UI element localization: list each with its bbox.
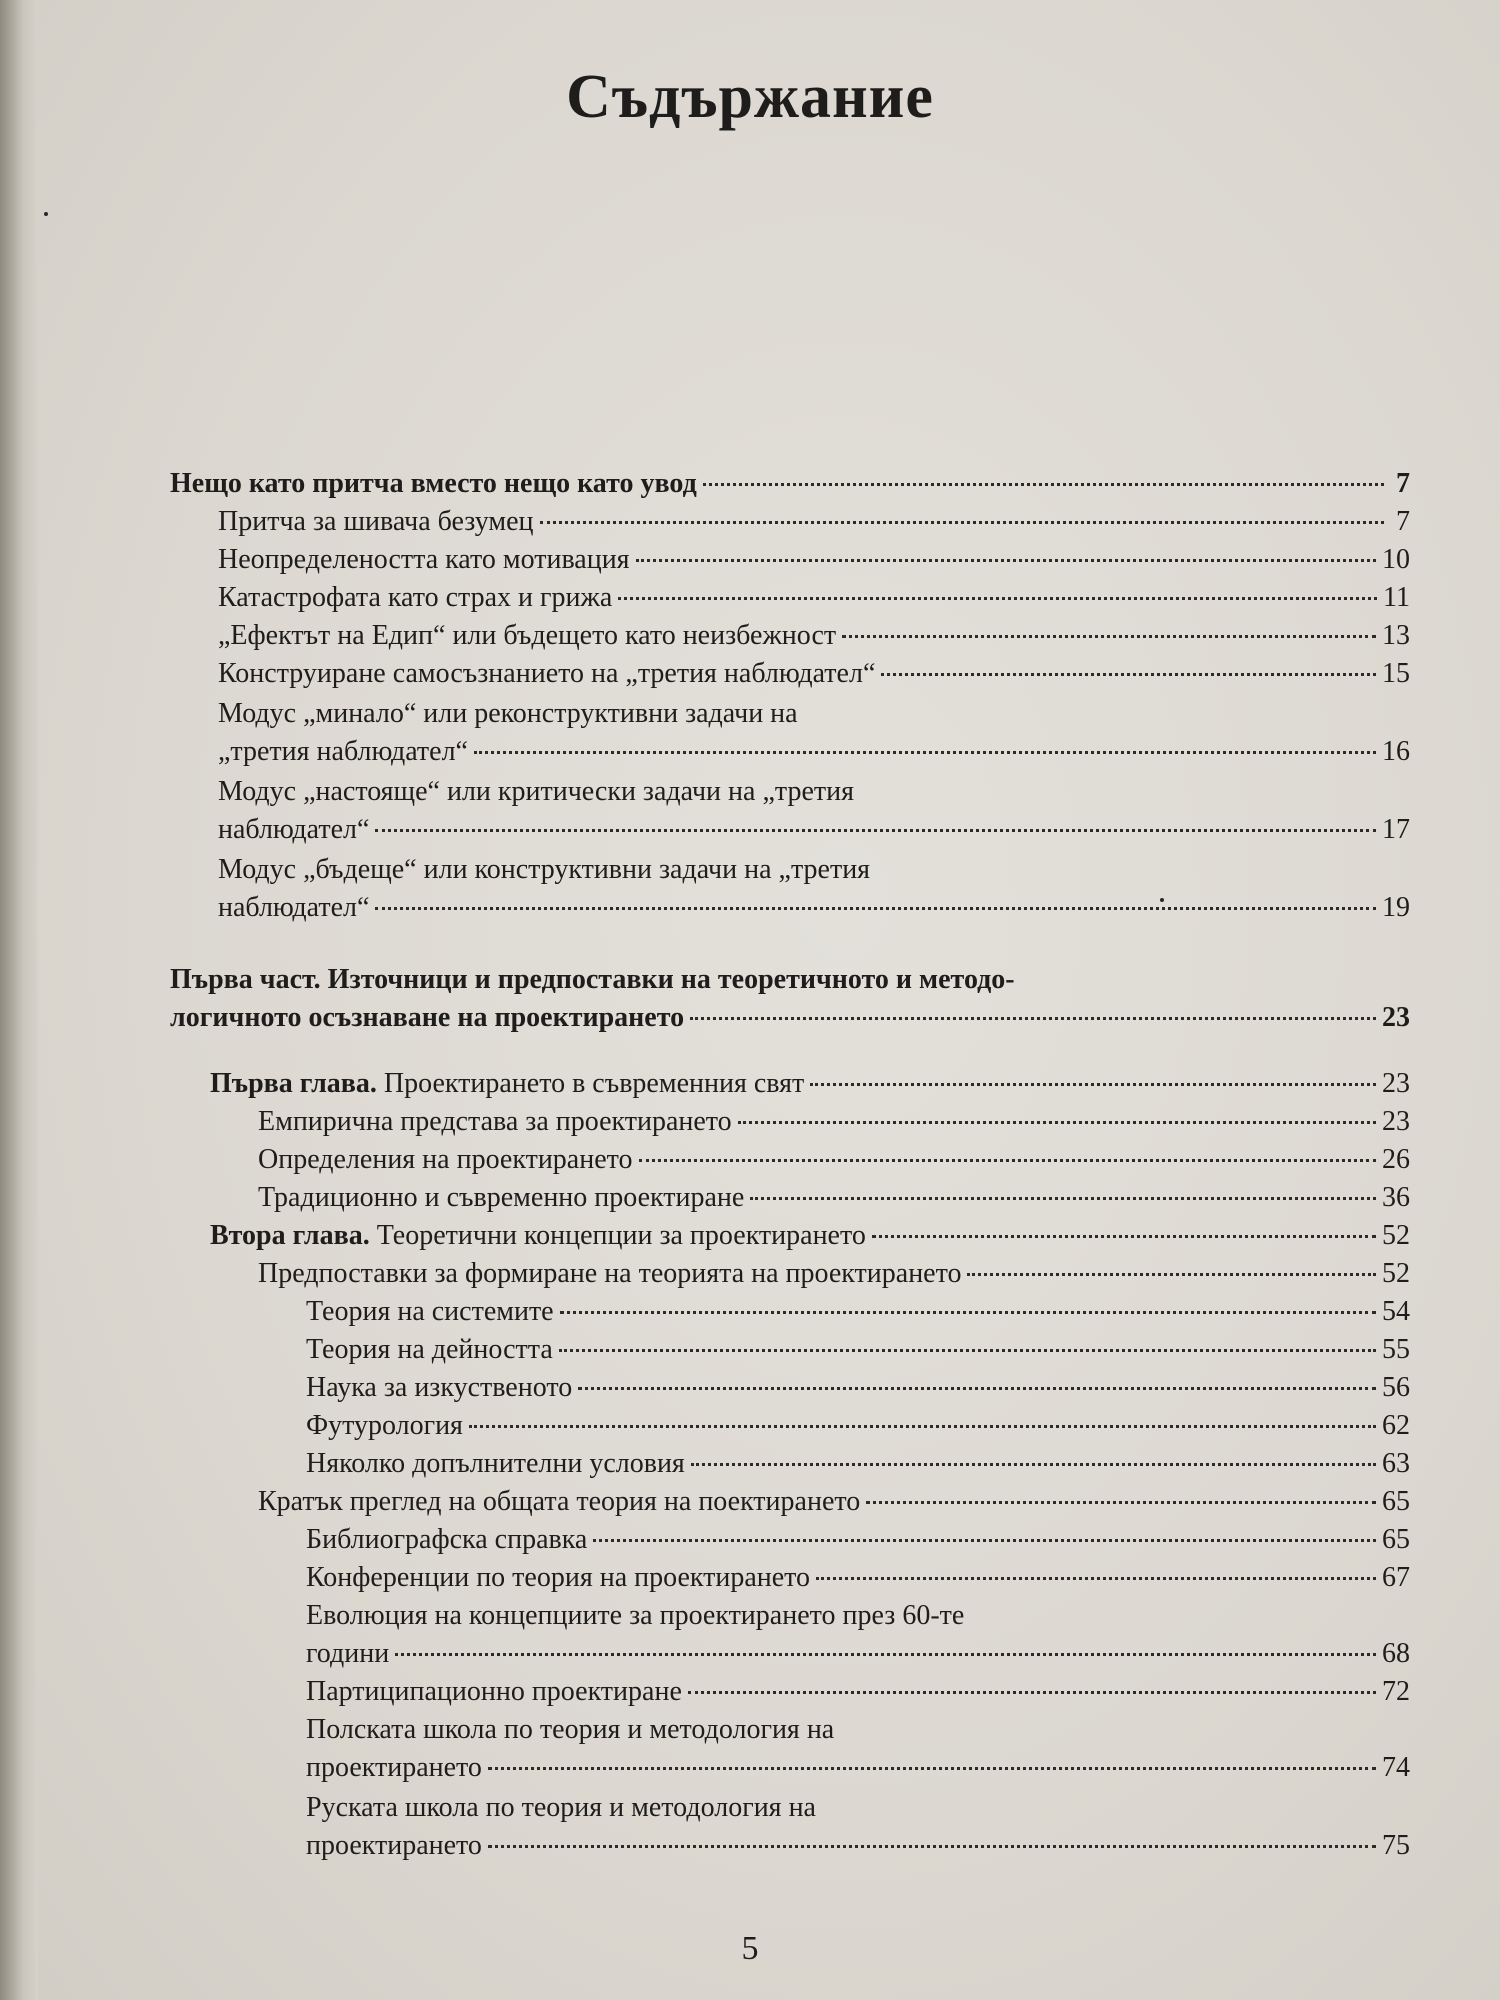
toc-entry xyxy=(258,1182,1410,1214)
toc-leader-dots xyxy=(816,1577,1376,1580)
toc-leader-dots xyxy=(395,1653,1376,1656)
toc-entry-title: Футурология xyxy=(306,1410,463,1441)
toc-subentry xyxy=(306,1562,1410,1594)
toc-entry-page: 7 xyxy=(1396,506,1410,537)
toc-entry-page: 72 xyxy=(1382,1676,1410,1707)
toc-part-title-line2: логичното осъзнаване на проектирането xyxy=(170,1002,685,1033)
toc-leader-dots xyxy=(810,1083,1376,1086)
toc-subentry xyxy=(306,1334,1410,1366)
toc-chapter-label: Втора глава. xyxy=(210,1220,370,1251)
toc-subentry-multiline xyxy=(306,1714,1410,1746)
toc-leader-dots xyxy=(691,1463,1376,1466)
toc-entry-page: 26 xyxy=(1382,1144,1410,1175)
toc-leader-dots xyxy=(578,1387,1376,1390)
toc-entry-multiline-end xyxy=(218,814,1410,846)
toc-entry-title: Неопределеността като мотивация xyxy=(218,544,630,575)
toc-entry xyxy=(258,1106,1410,1138)
toc-entry-page: 68 xyxy=(1382,1638,1410,1669)
page-title: Съдържание xyxy=(566,63,934,131)
toc-entry-title: Наука за изкуственото xyxy=(306,1372,573,1403)
toc-subentry-multiline xyxy=(306,1600,1410,1632)
toc-leader-dots xyxy=(559,1349,1376,1352)
toc-entry-title: Притча за шивача безумец xyxy=(218,506,534,537)
toc-entry-page: 7 xyxy=(1396,468,1410,499)
toc-entry-title-line1: Полската школа по теория и методология на xyxy=(306,1714,835,1745)
toc-entry-title: Определения на проектирането xyxy=(258,1144,633,1175)
toc-entry-title-line2: проектирането xyxy=(306,1752,482,1783)
toc-entry xyxy=(258,1258,1410,1290)
toc-entry-title-line2: наблюдател“ xyxy=(218,814,370,845)
toc-entry-title-line1: Модус „бъдеще“ или конструктивни задачи на „третия xyxy=(218,854,871,885)
toc-entry-title: Теория на дейността xyxy=(306,1334,553,1365)
toc-subentry-multiline-end xyxy=(306,1752,1410,1784)
toc-entry-page: 11 xyxy=(1383,582,1410,613)
toc-entry-multiline-end xyxy=(218,736,1410,768)
toc-entry-title: Предпоставки за формиране на теорията на проектирането xyxy=(258,1258,962,1289)
toc-entry-title-line1: Модус „минало“ или реконструктивни задачи на xyxy=(218,698,798,729)
toc-entry-title: Емпирична представа за проектирането xyxy=(258,1106,732,1137)
toc-leader-dots xyxy=(881,673,1376,676)
toc-entry xyxy=(218,506,1410,538)
toc-leader-dots xyxy=(639,1159,1376,1162)
toc-leader-dots xyxy=(967,1273,1376,1276)
toc-leader-dots xyxy=(618,597,1377,600)
toc-entry-title-line2: проектирането xyxy=(306,1830,482,1861)
toc-entry-page: 36 xyxy=(1382,1182,1410,1213)
toc-leader-dots xyxy=(488,1845,1376,1848)
toc-entry-title: Проектирането в съвременния свят xyxy=(376,1068,805,1099)
toc-chapter xyxy=(210,1220,1410,1252)
toc-entry xyxy=(218,582,1410,614)
toc-entry-page: 65 xyxy=(1382,1486,1410,1517)
toc-subentry-multiline-end xyxy=(306,1830,1410,1862)
toc-leader-dots xyxy=(842,635,1376,638)
page-number: 5 xyxy=(741,1930,759,1967)
toc-entry-page: 23 xyxy=(1382,1002,1410,1033)
toc-entry-page: 52 xyxy=(1382,1220,1410,1251)
toc-entry-title: Традиционно и съвременно проектиране xyxy=(258,1182,745,1213)
toc-entry xyxy=(218,620,1410,652)
toc-part-heading-end xyxy=(170,1002,1410,1034)
toc-entry-page: 13 xyxy=(1382,620,1410,651)
toc-entry-intro xyxy=(170,468,1410,500)
toc-entry xyxy=(218,544,1410,576)
toc-entry-title: Партиципационно проектиране xyxy=(306,1676,682,1707)
toc-entry-multiline xyxy=(218,854,1410,886)
toc-entry-page: 16 xyxy=(1382,736,1410,767)
toc-entry xyxy=(258,1486,1410,1518)
toc-entry-title-line2: „третия наблюдател“ xyxy=(218,736,468,767)
toc-entry-multiline xyxy=(218,698,1410,730)
toc-entry-title: Библиографска справка xyxy=(306,1524,588,1555)
toc-leader-dots xyxy=(636,559,1376,562)
toc-entry-title: Катастрофата като страх и грижа xyxy=(218,582,613,613)
toc-entry-title-line1: Еволюция на концепциите за проектирането през 60-те xyxy=(306,1600,965,1631)
toc-entry-page: 62 xyxy=(1382,1410,1410,1441)
toc-leader-dots xyxy=(375,907,1376,910)
toc-part-heading xyxy=(170,964,1410,996)
toc-subentry-multiline-end xyxy=(306,1638,1410,1670)
toc-leader-dots xyxy=(540,521,1384,524)
toc-part-title-line1: Първа част. Източници и предпоставки на теоретичното и методо- xyxy=(170,964,1015,995)
toc-leader-dots xyxy=(375,829,1376,832)
toc-entry-page: 54 xyxy=(1382,1296,1410,1327)
toc-leader-dots xyxy=(703,483,1384,486)
toc-leader-dots xyxy=(593,1539,1376,1542)
toc-entry-title: Теоретични концепции за проектирането xyxy=(369,1220,866,1251)
toc-entry-page: 55 xyxy=(1382,1334,1410,1365)
toc-leader-dots xyxy=(738,1121,1376,1124)
toc-entry-title: Конференции по теория на проектирането xyxy=(306,1562,811,1593)
toc-leader-dots xyxy=(872,1235,1376,1238)
toc-subentry xyxy=(306,1410,1410,1442)
toc-leader-dots xyxy=(474,751,1376,754)
toc-entry-page: 67 xyxy=(1382,1562,1410,1593)
toc-subentry xyxy=(306,1448,1410,1480)
toc-subentry-multiline xyxy=(306,1792,1410,1824)
toc-entry-page: 65 xyxy=(1382,1524,1410,1555)
toc-entry-page: 56 xyxy=(1382,1372,1410,1403)
toc-subentry xyxy=(306,1296,1410,1328)
toc-entry-page: 23 xyxy=(1382,1106,1410,1137)
toc-chapter-label: Първа глава. xyxy=(210,1068,377,1099)
toc-entry-page: 10 xyxy=(1382,544,1410,575)
toc-leader-dots xyxy=(560,1311,1376,1314)
toc-leader-dots xyxy=(690,1017,1376,1020)
toc-leader-dots xyxy=(488,1767,1376,1770)
toc-leader-dots xyxy=(866,1501,1376,1504)
toc-entry-title-line1: Модус „настояще“ или критически задачи на „третия xyxy=(218,776,854,807)
toc-leader-dots xyxy=(688,1691,1376,1694)
toc-entry-title: Конструиране самосъзнанието на „третия наблюдател“ xyxy=(218,658,876,689)
toc-entry xyxy=(258,1144,1410,1176)
toc-chapter xyxy=(210,1068,1410,1100)
toc-subentry xyxy=(306,1524,1410,1556)
toc-entry-page: 63 xyxy=(1382,1448,1410,1479)
toc-entry-multiline-end xyxy=(218,892,1410,924)
toc-entry-page: 75 xyxy=(1382,1830,1410,1861)
toc-entry-page: 52 xyxy=(1382,1258,1410,1289)
toc-entry-title: „Ефектът на Едип“ или бъдещето като неизбежност xyxy=(218,620,837,651)
toc-leader-dots xyxy=(750,1197,1376,1200)
toc-entry-page: 74 xyxy=(1382,1752,1410,1783)
toc-subentry xyxy=(306,1676,1410,1708)
toc-leader-dots xyxy=(469,1425,1376,1428)
toc-entry-page: 15 xyxy=(1382,658,1410,689)
toc-entry-multiline xyxy=(218,776,1410,808)
toc-entry-title-line2: наблюдател“ xyxy=(218,892,370,923)
toc-entry-title-line2: години xyxy=(306,1638,390,1669)
toc-entry-title: Теория на системите xyxy=(306,1296,554,1327)
toc-entry-title-line1: Руската школа по теория и методология на xyxy=(306,1792,816,1823)
toc-entry-title: Нещо като притча вместо нещо като увод xyxy=(170,468,697,499)
toc-entry-title: Кратък преглед на общата теория на поектирането xyxy=(258,1486,861,1517)
toc-entry-title: Няколко допълнителни условия xyxy=(306,1448,685,1479)
toc-entry-page: 23 xyxy=(1382,1068,1410,1099)
toc-subentry xyxy=(306,1372,1410,1404)
toc-entry-page: 17 xyxy=(1382,814,1410,845)
toc-entry-page: 19 xyxy=(1382,892,1410,923)
toc-entry xyxy=(218,658,1410,690)
